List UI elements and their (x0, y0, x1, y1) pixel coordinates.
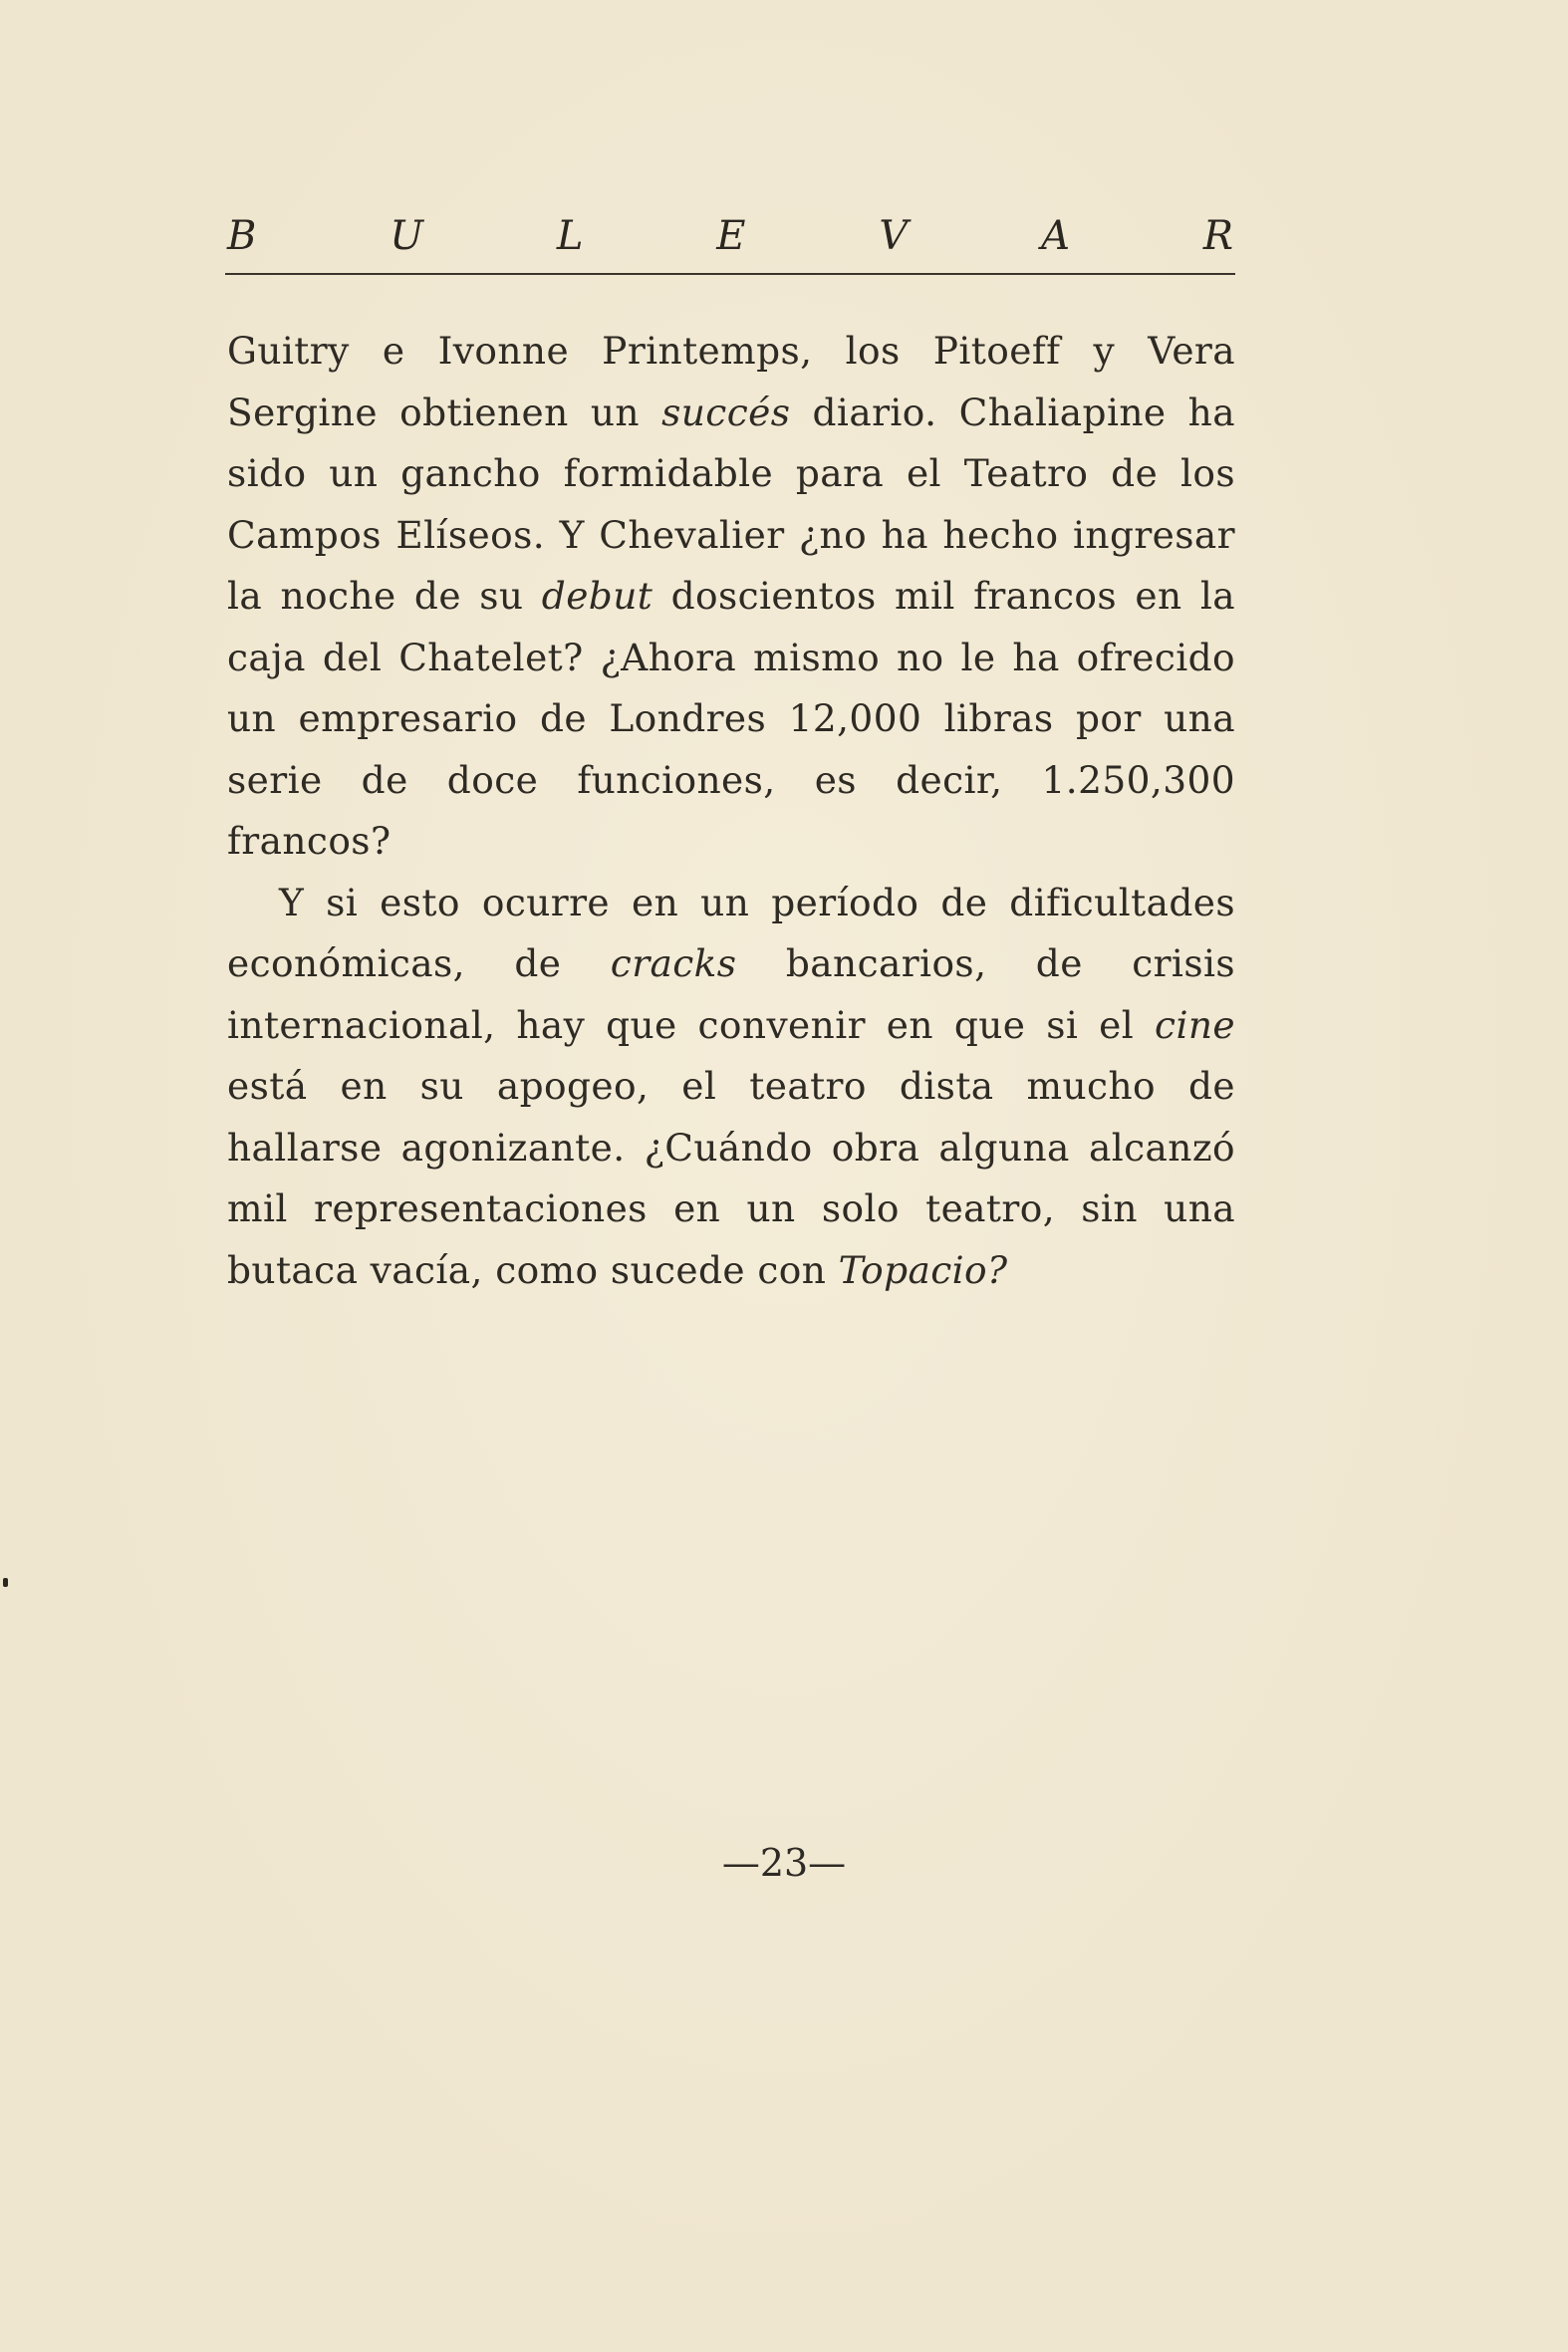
paragraph-text: Guitry e Ivonne Printemps, los Pitoeff y Vera Sergine obtienen un (227, 329, 1235, 434)
paragraph-text: diario. Chaliapine ha sido un gancho formidable para el Teatro de los Campos Elíseos. Y Chevalier ¿no ha hecho ingresar la noche de su (227, 390, 1235, 618)
running-head-letter: U (390, 213, 423, 259)
paragraph-text: está en su apogeo, el teatro dista mucho de hallarse agonizante. ¿Cuándo obra alguna alcanzó mil representaciones en un solo teatro, sin una butaca vacía, como sucede con (227, 1064, 1235, 1292)
page-number: —23— (721, 1841, 847, 1885)
paragraph-text: bancarios, de crisis internacional, hay que convenir en que si el (227, 941, 1236, 1047)
paragraph-text: doscientos mil francos en la caja del Chatelet? ¿Ahora mismo no le ha ofrecido un empresario de Londres 12,000 libras por una serie de doce funciones, es decir, 1.250,300 francos? (227, 574, 1235, 863)
italic-word: cine (1155, 1002, 1235, 1047)
paragraph-text: Y si esto ocurre en un período de dificultades económicas, de (227, 880, 1235, 985)
italic-word: debut (541, 574, 653, 618)
running-head (227, 211, 1233, 261)
running-head-letter: A (1041, 213, 1070, 259)
paragraph-2 (227, 873, 1235, 1302)
running-head-letter: B (227, 213, 257, 259)
running-head-letter: E (716, 213, 746, 259)
running-head-letter: V (879, 213, 909, 259)
paragraph-1 (227, 321, 1235, 873)
body-text (227, 321, 1235, 1301)
running-head-letter: L (556, 213, 584, 259)
running-head-letter: R (1202, 213, 1233, 259)
header-rule (225, 273, 1235, 275)
italic-word: succés (661, 390, 791, 434)
ink-speck (3, 1578, 8, 1587)
italic-word: Topacio? (838, 1247, 1008, 1292)
italic-word: cracks (610, 941, 737, 985)
